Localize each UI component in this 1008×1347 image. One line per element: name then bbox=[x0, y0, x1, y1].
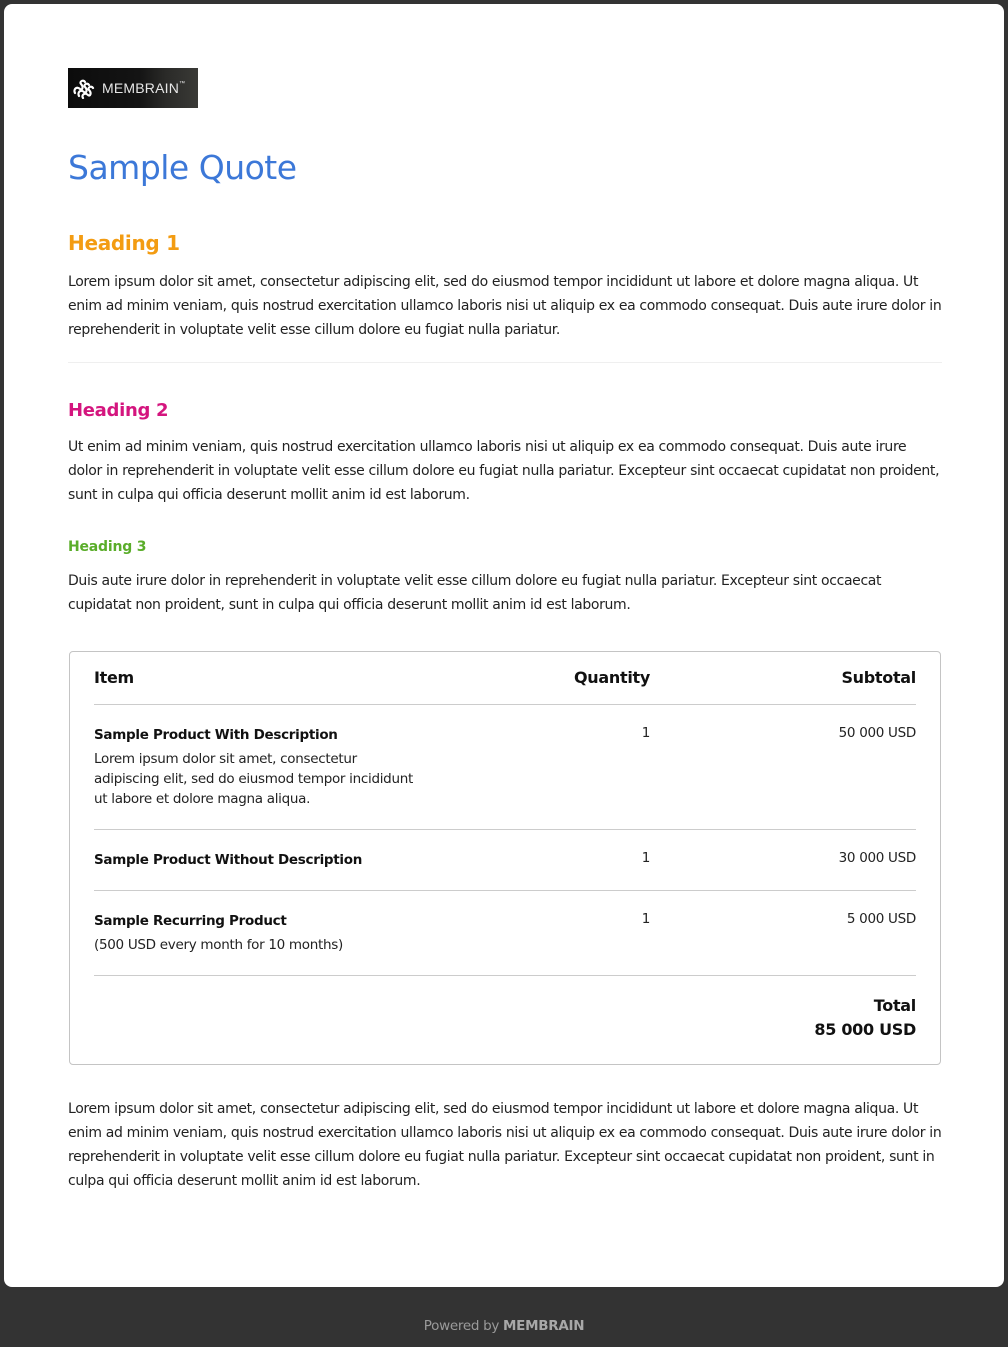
section-heading-1: Heading 1 bbox=[68, 231, 180, 255]
item-subtotal: 5 000 USD bbox=[650, 890, 916, 975]
total-value: 85 000 USD bbox=[814, 1019, 916, 1039]
table-header-row bbox=[94, 652, 916, 704]
logo-wordmark: MEMBRAIN™ bbox=[102, 80, 186, 96]
column-header-quantity: Quantity bbox=[550, 652, 650, 704]
item-description: Lorem ipsum dolor sit amet, consectetur adipiscing elit, sed do eiusmod tempor incididunt ut labore et dolore magna aliqua. bbox=[94, 750, 413, 807]
table-row bbox=[94, 704, 916, 829]
item-cell bbox=[94, 704, 550, 829]
item-recurring-terms: (500 USD every month for 10 months) bbox=[94, 936, 343, 953]
column-header-item: Item bbox=[94, 652, 550, 704]
section-divider bbox=[68, 362, 942, 363]
item-quantity: 1 bbox=[550, 829, 650, 890]
powered-by-footer bbox=[0, 1318, 1008, 1334]
quote-items-box bbox=[69, 651, 941, 1065]
item-quantity: 1 bbox=[550, 704, 650, 829]
quote-content bbox=[68, 68, 942, 1193]
table-row bbox=[94, 829, 916, 890]
membrain-logo bbox=[68, 68, 198, 108]
item-cell bbox=[94, 890, 550, 975]
section-1-paragraph: Lorem ipsum dolor sit amet, consectetur adipiscing elit, sed do eiusmod tempor incididunt ut labore et dolore magna aliqua. Ut enim ad minim veniam, quis nostrud exercitation ullamco laboris nisi ut aliquip ex ea commodo consequat. Duis aute irure dolor in reprehenderit in voluptate velit esse cillum dolore eu fugiat nulla pariatur. bbox=[68, 274, 942, 338]
section-heading-2: Heading 2 bbox=[68, 400, 169, 421]
column-header-subtotal: Subtotal bbox=[650, 652, 916, 704]
section-heading-3: Heading 3 bbox=[68, 539, 147, 555]
total-row bbox=[94, 975, 916, 1042]
item-cell bbox=[94, 829, 550, 890]
item-quantity: 1 bbox=[550, 890, 650, 975]
closing-paragraph: Lorem ipsum dolor sit amet, consectetur adipiscing elit, sed do eiusmod tempor incididunt ut labore et dolore magna aliqua. Ut enim ad minim veniam, quis nostrud exercitation ullamco laboris nisi ut aliquip ex ea commodo consequat. Duis aute irure dolor in reprehenderit in voluptate velit esse cillum dolore eu fugiat nulla pariatur. Excepteur sint occaecat cupidatat non proident, sunt in culpa qui officia deserunt mollit anim id est laborum. bbox=[68, 1100, 942, 1189]
total-cell bbox=[650, 975, 916, 1042]
section-2-paragraph: Ut enim ad minim veniam, quis nostrud exercitation ullamco laboris nisi ut aliquip ex ea commodo consequat. Duis aute irure dolor in reprehenderit in voluptate velit esse cillum dolore eu fugiat nulla pariatur. Excepteur sint occaecat cupidatat non proident, sunt in culpa qui officia deserunt mollit anim id est laborum. bbox=[68, 439, 940, 503]
footer-brand: MEMBRAIN bbox=[503, 1318, 585, 1334]
page-title: Sample Quote bbox=[68, 148, 297, 187]
item-name: Sample Recurring Product bbox=[94, 912, 287, 929]
quote-items-table bbox=[94, 652, 916, 1042]
item-subtotal: 50 000 USD bbox=[650, 704, 916, 829]
powered-by-label: Powered by bbox=[423, 1318, 500, 1334]
quote-page bbox=[4, 4, 1004, 1287]
membrain-logo-mark-icon bbox=[72, 77, 96, 99]
section-3-paragraph: Duis aute irure dolor in reprehenderit in voluptate velit esse cillum dolore eu fugiat nulla pariatur. Excepteur sint occaecat cupidatat non proident, sunt in culpa qui officia deserunt mollit anim id est laborum. bbox=[68, 573, 882, 613]
table-row bbox=[94, 890, 916, 975]
item-name: Sample Product With Description bbox=[94, 726, 338, 743]
total-label: Total bbox=[873, 995, 916, 1015]
item-subtotal: 30 000 USD bbox=[650, 829, 916, 890]
item-name: Sample Product Without Description bbox=[94, 851, 363, 868]
